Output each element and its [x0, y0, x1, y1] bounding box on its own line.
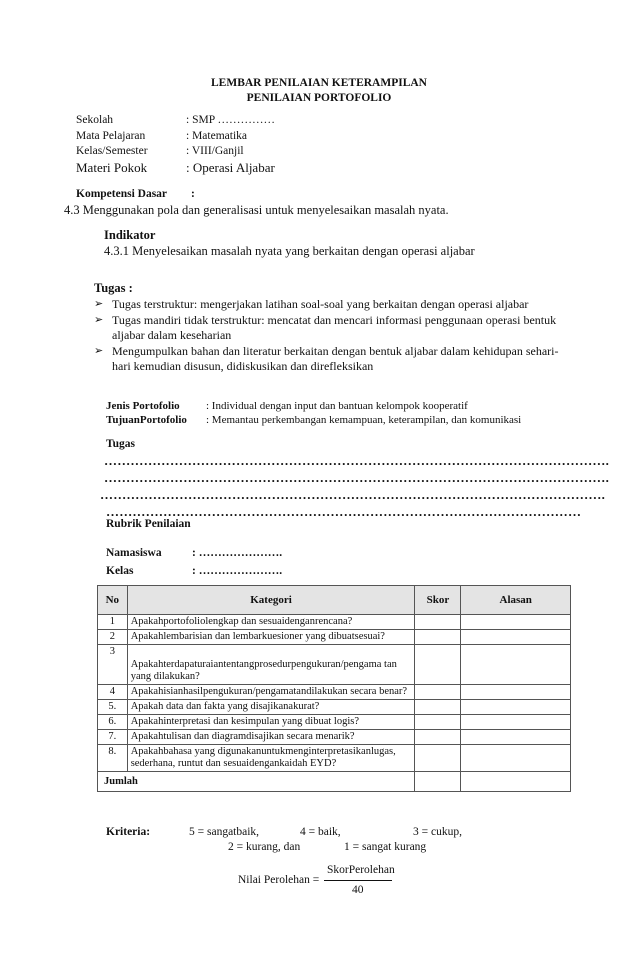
tasks-list [94, 297, 574, 375]
list-item: ➢ Tugas terstruktur: mengerjakan latihan soal-soal yang berkaitan dengan operasi aljabar [94, 297, 529, 311]
reason-cell [461, 715, 571, 730]
table-row: 6. Apakahinterpretasi dan kesimpulan yang dibuat logis? [98, 715, 571, 730]
arrow-bullet-icon: ➢ [94, 344, 104, 357]
document-title: LEMBAR PENILAIAN KETERAMPILAN [211, 77, 427, 89]
class-value: : VIII/Ganjil [186, 145, 244, 157]
formula-denominator: 40 [352, 884, 364, 896]
fraction-line [324, 880, 392, 881]
reason-cell [461, 615, 571, 630]
tasks-label: Tugas : [94, 281, 133, 295]
dotted-answer-line: ……………………………………………………………………………………………………. [104, 470, 610, 485]
header-no: No [98, 586, 128, 615]
criteria-4: 4 = baik, [300, 826, 341, 838]
table-row: 1 Apakahportofoliolengkap dan sesuaidenganrencana? [98, 615, 571, 630]
subject-value: : Matematika [186, 130, 247, 142]
reason-cell [461, 730, 571, 745]
score-cell [415, 700, 461, 715]
school-value: : SMP …………… [186, 114, 276, 126]
dotted-answer-line: ……………………………………………………………………………………………………. [104, 453, 610, 468]
portfolio-purpose-label: TujuanPortofolio [106, 414, 187, 426]
score-cell [415, 685, 461, 700]
portfolio-purpose-value: : Memantau perkembangan kemampuan, keterampilan, dan komunikasi [206, 414, 522, 426]
reason-cell [461, 745, 571, 772]
arrow-bullet-icon: ➢ [94, 298, 104, 310]
formula-numerator: SkorPerolehan [327, 864, 395, 876]
score-cell [415, 630, 461, 645]
header-reason: Alasan [461, 586, 571, 615]
competency-text: 4.3 Menggunakan pola dan generalisasi untuk menyelesaikan masalah nyata. [64, 203, 449, 217]
topic-label: Materi Pokok [76, 160, 148, 175]
criteria-label: Kriteria: [106, 826, 151, 838]
header-score: Skor [415, 586, 461, 615]
portfolio-type-value: : Individual dengan input dan bantuan kelompok kooperatif [206, 400, 468, 412]
document-subtitle: PENILAIAN PORTOFOLIO [246, 92, 392, 104]
score-cell [415, 730, 461, 745]
table-row: 5. Apakah data dan fakta yang disajikanakurat? [98, 700, 571, 715]
table-total-row [98, 772, 571, 792]
student-name-field: : …………………. [192, 547, 283, 559]
table-header-row [98, 586, 571, 615]
school-label: Sekolah [76, 114, 114, 126]
table-row: 3 Apakahterdapaturaiantentangprosedurpengukuran/pengama tan yang dilakukan? [98, 645, 571, 685]
reason-cell [461, 700, 571, 715]
portfolio-type-label: Jenis Portofolio [106, 400, 180, 412]
portfolio-task-label: Tugas [106, 438, 135, 450]
header-category: Kategori [127, 586, 415, 615]
formula-label: Nilai Perolehan = [238, 874, 320, 886]
class-field: : …………………. [192, 565, 283, 577]
total-reason-cell [461, 772, 571, 792]
list-item: ➢ Mengumpulkan bahan dan literatur berkaitan dengan bentuk aljabar dalam kehidupan sehari-hari kemudian disusun, didiskusikan dan direfleksikan [94, 343, 559, 373]
class-label: Kelas/Semester [76, 145, 148, 157]
score-cell [415, 715, 461, 730]
criteria-1: 1 = sangat kurang [344, 841, 427, 853]
criteria-3: 3 = cukup, [413, 826, 462, 838]
total-score-cell [415, 772, 461, 792]
table-row: 2 Apakahlembarisian dan lembarkuesioner yang dibuatsesuai? [98, 630, 571, 645]
indicator-label: Indikator [104, 228, 156, 242]
dotted-answer-line: ……………………………………………………………………………………………… [106, 504, 582, 519]
dotted-answer-line: ……………………………………………………………………………………………………. [100, 487, 606, 502]
indicator-text: 4.3.1 Menyelesaikan masalah nyata yang berkaitan dengan operasi aljabar [104, 244, 475, 258]
table-row: 7. Apakahtulisan dan diagramdisajikan secara menarik? [98, 730, 571, 745]
topic-value: : Operasi Aljabar [186, 160, 275, 175]
list-item: ➢ Tugas mandiri tidak terstruktur: mencatat dan mencari informasi penggunaan operasi bentuk aljabar dalam keseharian [94, 312, 557, 342]
table-row: 8. Apakahbahasa yang digunakanuntukmenginterpretasikanlugas, sederhana, runtut dan sesuaidengankaidah EYD? [98, 745, 571, 772]
total-label: Jumlah [98, 772, 415, 792]
criteria-5: 5 = sangatbaik, [189, 826, 260, 838]
competency-colon: : [191, 188, 195, 200]
arrow-bullet-icon: ➢ [94, 313, 104, 326]
criteria-2: 2 = kurang, dan [228, 841, 301, 853]
class-field-label: Kelas [106, 565, 134, 577]
rubric-table [97, 585, 571, 792]
reason-cell [461, 630, 571, 645]
table-row: 4 Apakahisianhasilpengukuran/pengamatandilakukan secara benar? [98, 685, 571, 700]
subject-label: Mata Pelajaran [76, 130, 146, 142]
reason-cell [461, 685, 571, 700]
reason-cell [461, 645, 571, 685]
rubric-title: Rubrik Penilaian [106, 518, 191, 530]
score-cell [415, 745, 461, 772]
competency-label: Kompetensi Dasar [76, 188, 168, 200]
student-name-label: Namasiswa [106, 547, 162, 559]
score-cell [415, 615, 461, 630]
score-cell [415, 645, 461, 685]
